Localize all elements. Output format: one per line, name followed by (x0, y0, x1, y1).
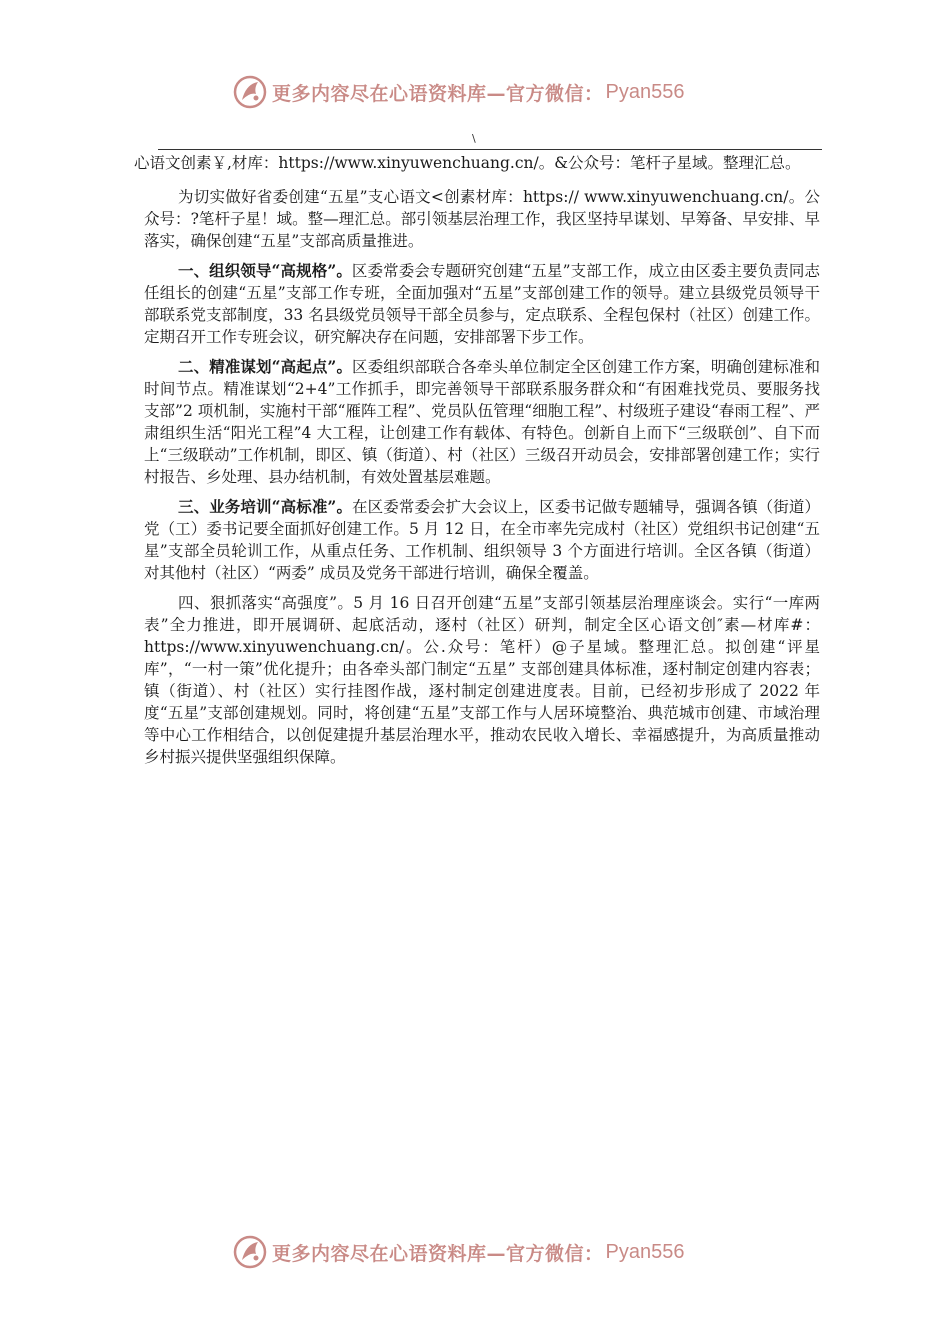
section-3 (134, 496, 820, 584)
section-1-heading: 一、组织领导“高规格”。 (178, 261, 352, 280)
banner-text: 更多内容尽在心语资料库—官方微信： (272, 1242, 604, 1265)
banner-handle: Pyan556 (605, 1240, 685, 1263)
section-1 (134, 260, 820, 348)
section-4-heading: 四、狠抓落实“高强度”。 (178, 594, 354, 612)
banner-handle: Pyan556 (605, 80, 685, 103)
logo-icon (232, 1234, 268, 1270)
section-4-body: 5 月 16 日召开创建“五星”支部引领基层治理座谈会。实行“一库两表”全力推进，即开展调研、起底活动，逐村（社区）研判，制定全区心语文创″素—材库#：https://www.xinyuwenchuang.cn/。公.众号：笔杆）@子星域。整理汇总。拟创建“评星库”，“一村一策”优化提升；由各牵头部门制定“五星” 支部创建具体标准，逐村制定创建内容表；镇（街道）、村（社区）实行挂图作战，逐村制定创建进度表。目前，已经初步形成了 2022 年度“五星”支部创建规划。同时，将创建“五星”支部工作与人居环境整治、典范城市创建、市域治理等中心工作相结合，以创促建提升基层治理水平，推动农民收入增长、幸福感提升，为高质量推动乡村振兴提供坚强组织保障。 (144, 594, 820, 766)
header-rule (158, 149, 822, 150)
top-banner (232, 72, 752, 112)
banner-text: 更多内容尽在心语资料库—官方微信： (272, 82, 604, 105)
section-2-body: 区委组织部联合各牵头单位制定全区创建工作方案，明确创建标准和时间节点。精准谋划“2+4”工作抓手，即完善领导干部联系服务群众和“有困难找党员、要服务找支部”2 项机制，实施村干部“雁阵工程”、党员队伍管理“细胞工程”、村级班子建设“春雨工程”、严肃组织生活“阳光工程”4 大工程，让创建工作有载体、有特色。创新自上而下“三级联创”、自下而上“三级联动”工作机制，即区、镇（街道）、村（社区）三级召开动员会，安排部署创建工作；实行村报告、乡处理、县办结机制，有效处置基层难题。 (144, 358, 820, 486)
section-1-body: 区委常委会专题研究创建“五星”支部工作，成立由区委主要负责同志任组长的创建“五星”支部工作专班，全面加强对“五星”支部创建工作的领导。建立县级党员领导干部联系党支部制度，33 名县级党员领导干部全员参与，定点联系、全程包保村（社区）创建工作。定期召开工作专班会议，研究解决存在问题，安排部署下步工作。 (144, 262, 820, 346)
section-2-heading: 二、精准谋划“高起点”。 (178, 357, 353, 376)
header-mark: \ (472, 132, 476, 145)
bottom-banner (232, 1232, 752, 1272)
document-body (134, 152, 820, 768)
section-3-body: 在区委常委会扩大会议上，区委书记做专题辅导，强调各镇（街道）党（工）委书记要全面抓好创建工作。5 月 12 日，在全市率先完成村（社区）党组织书记创建“五星”支部全员轮训工作，从重点任务、工作机制、组织领导 3 个方面进行培训。全区各镇（街道）对其他村（社区）“两委” 成员及党务干部进行培训，确保全覆盖。 (144, 498, 820, 582)
section-3-heading: 三、业务培训“高标准”。 (178, 497, 353, 516)
section-2 (134, 356, 820, 488)
section-4 (134, 592, 820, 768)
logo-icon (232, 74, 268, 110)
lead-line: 心语文创素￥,材库：https://www.xinyuwenchuang.cn/。&公众号：笔杆子星域。整理汇总。 (134, 154, 801, 172)
intro-paragraph: 为切实做好省委创建“五星”支心语文<创素材库：https:// www.xinyuwenchuang.cn/。公众号：?笔杆子星！域。整—理汇总。部引领基层治理工作，我区坚持早谋划、早筹备、早安排、早落实，确保创建“五星”支部高质量推进。 (144, 188, 820, 250)
